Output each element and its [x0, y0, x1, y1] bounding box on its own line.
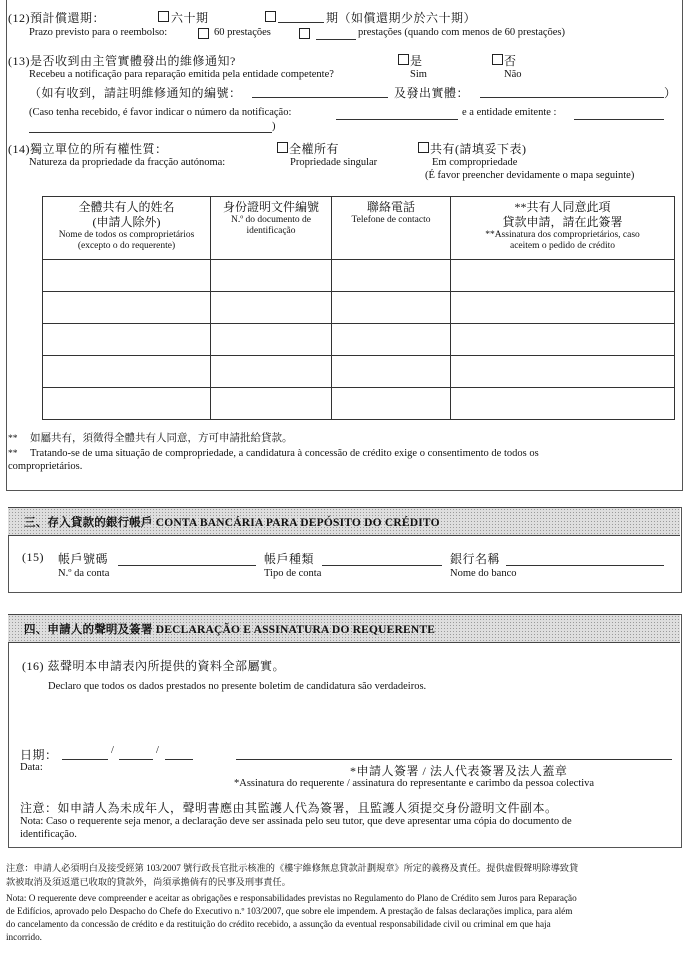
table-cell[interactable] — [332, 356, 451, 388]
q12-60-checkbox[interactable] — [198, 28, 209, 39]
q14-co-pt-note: (É favor preencher devidamente o mapa seguinte) — [425, 170, 635, 181]
q13-detail-pt-b: e a entidade emitente : — [462, 107, 557, 118]
declaration-pt: Declaro que todos os dados prestados no presente boletim de candidatura são verdadeiros. — [48, 681, 427, 692]
col3-pt: Telefone de contacto — [351, 215, 431, 225]
section-4-header — [8, 614, 680, 643]
q12-other-field[interactable] — [316, 39, 356, 40]
col-id-header — [211, 197, 332, 260]
footer-zh-b: 款被取消及須返還已收取的貸款外，尚須承擔倘有的民事及刑事責任。 — [6, 877, 291, 887]
table-row — [43, 388, 675, 420]
q13-detail-zh-b: 及發出實體： — [394, 86, 470, 100]
issuing-entity-field[interactable] — [480, 97, 664, 98]
account-number-label-zh: 帳戶號碼 — [58, 552, 109, 566]
q14-co-pt: Em compropriedade — [432, 157, 518, 168]
q13-yes-checkbox[interactable] — [398, 54, 409, 65]
table-cell[interactable] — [332, 388, 451, 420]
q13-yes-zh: 是 — [410, 54, 423, 68]
q15-number: (15) — [22, 550, 44, 564]
table-cell[interactable] — [211, 388, 332, 420]
table-row — [43, 292, 675, 324]
q12-other-checkbox[interactable] — [299, 28, 310, 39]
col1-zh-a: 全體共有人的姓名 — [78, 200, 175, 214]
bank-name-label-pt: Nome do banco — [450, 568, 517, 579]
footer-pt-b: de Edifícios, aprovado pelo Despacho do Chefe do Executivo n.º 103/2007, que sobre ele impendem. A prestação de falsas declarações implica, para além — [6, 906, 573, 916]
coowners-header-row — [43, 197, 675, 260]
signature-label-pt: *Assinatura do requerente / assinatura do representante e carimbo da pessoa colectiva — [234, 778, 595, 789]
date-day-field[interactable] — [62, 759, 108, 760]
col4-zh-a: **共有人同意此項 — [514, 200, 611, 214]
bank-name-label-zh: 銀行名稱 — [450, 552, 501, 566]
declaration-zh: (16) 茲聲明本申請表內所提供的資料全部屬實。 — [22, 659, 285, 673]
account-number-field[interactable] — [118, 565, 256, 566]
q14-single-pt: Propriedade singular — [290, 157, 378, 168]
note-co-mark1: ** — [8, 433, 18, 444]
q13-detail-pt-close: ) — [272, 121, 276, 132]
q12-60-pt: 60 prestações — [214, 27, 271, 38]
account-number-label-pt: N.º da conta — [58, 568, 110, 579]
table-cell[interactable] — [451, 292, 675, 324]
table-cell[interactable] — [451, 260, 675, 292]
col1-pt-a: Nome de todos os comproprietários — [58, 230, 195, 240]
q14-co-checkbox[interactable] — [418, 142, 429, 153]
table-cell[interactable] — [451, 324, 675, 356]
col2-pt-b: identificação — [246, 226, 296, 236]
note-co-pt-b: comproprietários. — [8, 461, 83, 472]
q14-label-zh: (14)獨立單位的所有權性質： — [8, 142, 168, 156]
q12-label-pt: Prazo previsto para o reembolso: — [29, 27, 168, 38]
account-type-field[interactable] — [322, 565, 442, 566]
notification-number-field[interactable] — [252, 97, 388, 98]
col1-pt-b: (excepto o do requerente) — [77, 241, 176, 251]
col-phone-header — [332, 197, 451, 260]
coowners-table — [42, 196, 675, 420]
q13-detail-close: ） — [664, 86, 677, 100]
table-cell[interactable] — [332, 324, 451, 356]
table-cell[interactable] — [332, 292, 451, 324]
note-co-zh: 如屬共有，須徵得全體共有人同意，方可申請批給貸款。 — [30, 433, 293, 444]
q12-other-checkbox-zh[interactable] — [265, 11, 276, 22]
q13-no-checkbox[interactable] — [492, 54, 503, 65]
bank-name-field[interactable] — [506, 565, 664, 566]
footer-pt-d: incorrido. — [6, 932, 42, 942]
col4-zh-b: 貸款申請，請在此簽署 — [502, 215, 623, 229]
date-label-pt: Data: — [20, 762, 43, 773]
date-label-zh: 日期： — [20, 748, 58, 762]
q14-label-pt: Natureza da propriedade da fracção autónoma: — [29, 157, 226, 168]
table-cell[interactable] — [211, 260, 332, 292]
date-year-field[interactable] — [165, 759, 193, 760]
q13-no-pt: Não — [504, 69, 522, 80]
minor-note-pt-b: identificação. — [20, 829, 77, 840]
minor-note-zh: 注意：如申請人為未成年人，聲明書應由其監護人代為簽署，且監護人須提交身份證明文件副本。 — [20, 801, 558, 815]
col3-zh: 聯絡電話 — [366, 200, 415, 214]
q12-label-zh: (12)預計償還期： — [8, 11, 105, 25]
q12-60-zh: 六十期 — [171, 11, 209, 25]
footer-zh-a: 注意：申請人必須明白及接受經第 103/2007 號行政長官批示核准的《樓宇維修無息貸款計劃規章》所定的義務及責任。提供虛假聲明除導致貸 — [6, 863, 579, 873]
table-row — [43, 260, 675, 292]
table-cell[interactable] — [451, 388, 675, 420]
minor-note-pt-a: Nota: Caso o requerente seja menor, a declaração deve ser assinada pelo seu tutor, que deve apresentar uma cópia do documento de — [20, 816, 572, 827]
account-type-label-zh: 帳戶種類 — [264, 552, 315, 566]
table-cell[interactable] — [43, 260, 211, 292]
section-3-title: 三、存入貸款的銀行帳戶 CONTA BANCÁRIA PARA DEPÓSITO DO CRÉDITO — [24, 517, 440, 529]
table-cell[interactable] — [332, 260, 451, 292]
col4-pt-a: **Assinatura dos comproprietários, caso — [485, 230, 640, 240]
footer-pt-c: do cancelamento da concessão de crédito e da restituição do crédito recebido, a assunção da eventual responsabilidade civil ou criminal em que haja — [6, 919, 551, 929]
q13-detail-zh-a: （如有收到，請註明維修通知的編號： — [29, 86, 242, 100]
q14-single-zh: 全權所有 — [289, 142, 340, 156]
section-3-header — [8, 507, 680, 536]
date-slash-1: / — [111, 745, 114, 756]
q13-label-zh: (13)是否收到由主管實體發出的維修通知? — [8, 54, 236, 68]
table-cell[interactable] — [211, 324, 332, 356]
col1-zh-b: (申請人除外) — [92, 215, 161, 229]
table-cell[interactable] — [43, 356, 211, 388]
footer-pt-a: Nota: O requerente deve compreender e aceitar as obrigações e responsabilidades previstas no Regulamento do Plano de Crédito sem Juros para Reparação — [6, 893, 577, 903]
q14-co-zh: 共有(請填妥下表) — [430, 142, 527, 156]
notification-extra-field[interactable] — [29, 132, 272, 133]
col2-zh: 身份證明文件編號 — [222, 200, 319, 214]
table-row — [43, 356, 675, 388]
account-type-label-pt: Tipo de conta — [264, 568, 322, 579]
q12-other-field-zh[interactable] — [278, 22, 324, 23]
date-month-field[interactable] — [119, 759, 153, 760]
table-row — [43, 324, 675, 356]
note-co-pt-a: Tratando-se de uma situação de compropriedade, a candidatura à concessão de crédito exige o consentimento de todos os — [30, 448, 539, 459]
col2-pt-a: N.º do documento de — [231, 215, 311, 225]
col-signature-header — [451, 197, 675, 260]
table-cell[interactable] — [451, 356, 675, 388]
date-slash-2: / — [156, 745, 159, 756]
col-name-header — [43, 197, 211, 260]
q14-single-checkbox[interactable] — [277, 142, 288, 153]
q13-no-zh: 否 — [504, 54, 517, 68]
q12-60-checkbox-zh[interactable] — [158, 11, 169, 22]
signature-label-zh: *申請人簽署 / 法人代表簽署及法人蓋章 — [350, 764, 568, 778]
note-co-mark2: ** — [8, 448, 18, 459]
table-cell[interactable] — [43, 292, 211, 324]
q12-other-pt: prestações (quando com menos de 60 prestações) — [358, 27, 566, 38]
table-cell[interactable] — [43, 324, 211, 356]
q13-detail-pt-a: (Caso tenha recebido, é favor indicar o número da notificação: — [29, 107, 292, 118]
table-cell[interactable] — [211, 292, 332, 324]
notification-number-field-pt[interactable] — [336, 119, 458, 120]
q13-yes-pt: Sim — [410, 69, 427, 80]
signature-line[interactable] — [236, 759, 672, 760]
col4-pt-b: aceitem o pedido de crédito — [510, 241, 615, 251]
issuing-entity-field-pt[interactable] — [574, 119, 664, 120]
section-4-title: 四、申請人的聲明及簽署 DECLARAÇÃO E ASSINATURA DO REQUERENTE — [24, 624, 436, 636]
q13-label-pt: Recebeu a notificação para reparação emitida pela entidade competente? — [29, 69, 334, 80]
table-cell[interactable] — [43, 388, 211, 420]
q12-other-zh: 期（如償還期少於六十期） — [326, 11, 477, 25]
table-cell[interactable] — [211, 356, 332, 388]
